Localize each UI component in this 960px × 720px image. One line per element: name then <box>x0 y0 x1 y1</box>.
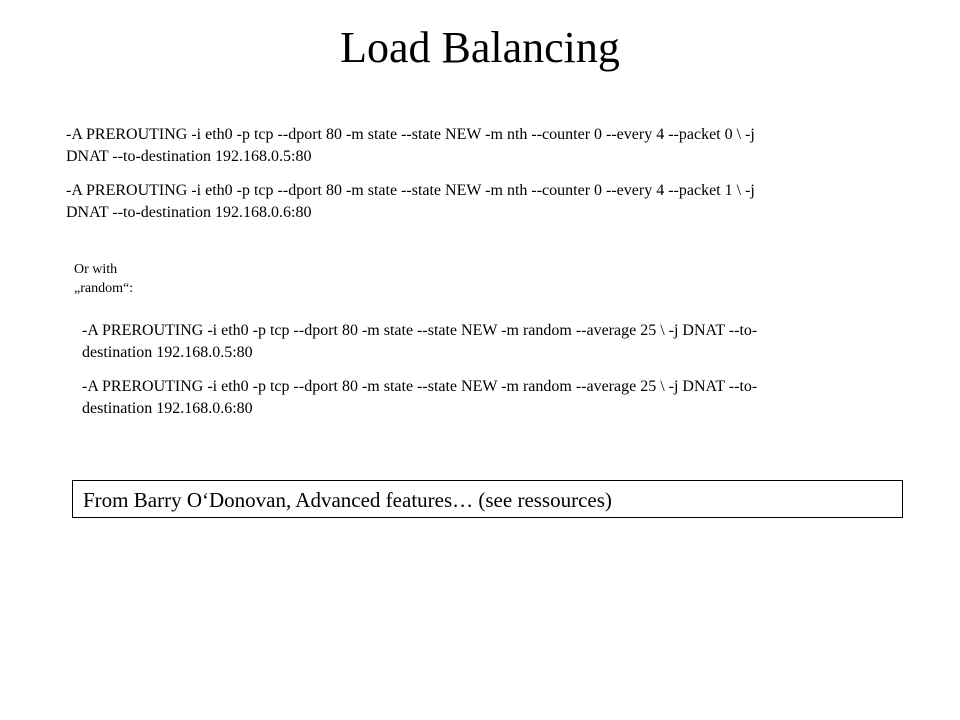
random-rule-2-line-1: -A PREROUTING -i eth0 -p tcp --dport 80 -m state --state NEW -m random --average 25 \ -j DNAT --to- <box>82 378 758 395</box>
nth-rule-1-line-2: DNAT --to-destination 192.168.0.5:80 <box>66 148 312 165</box>
source-citation-text: From Barry O‘Donovan, Advanced features… (see ressources) <box>83 488 612 512</box>
random-rule-1-line-2: destination 192.168.0.5:80 <box>82 344 253 361</box>
nth-rule-1 <box>66 124 886 168</box>
or-with-line-2: „random“: <box>74 281 134 296</box>
random-rules-block <box>82 320 882 420</box>
source-citation-box <box>72 480 903 518</box>
nth-rule-2-line-2: DNAT --to-destination 192.168.0.6:80 <box>66 204 312 221</box>
random-rule-1-line-1: -A PREROUTING -i eth0 -p tcp --dport 80 -m state --state NEW -m random --average 25 \ -j DNAT --to- <box>82 322 758 339</box>
nth-rule-2 <box>66 180 886 224</box>
slide-title: Load Balancing <box>340 23 620 72</box>
or-with-note <box>74 260 184 298</box>
random-rule-2 <box>82 376 882 420</box>
random-rule-1 <box>82 320 882 364</box>
random-rule-2-line-2: destination 192.168.0.6:80 <box>82 400 253 417</box>
nth-rules-block <box>66 124 886 224</box>
nth-rule-1-line-1: -A PREROUTING -i eth0 -p tcp --dport 80 -m state --state NEW -m nth --counter 0 --every 4 --packet 0 \ -j <box>66 126 755 143</box>
or-with-line-1: Or with <box>74 262 118 277</box>
nth-rule-2-line-1: -A PREROUTING -i eth0 -p tcp --dport 80 -m state --state NEW -m nth --counter 0 --every 4 --packet 1 \ -j <box>66 182 755 199</box>
